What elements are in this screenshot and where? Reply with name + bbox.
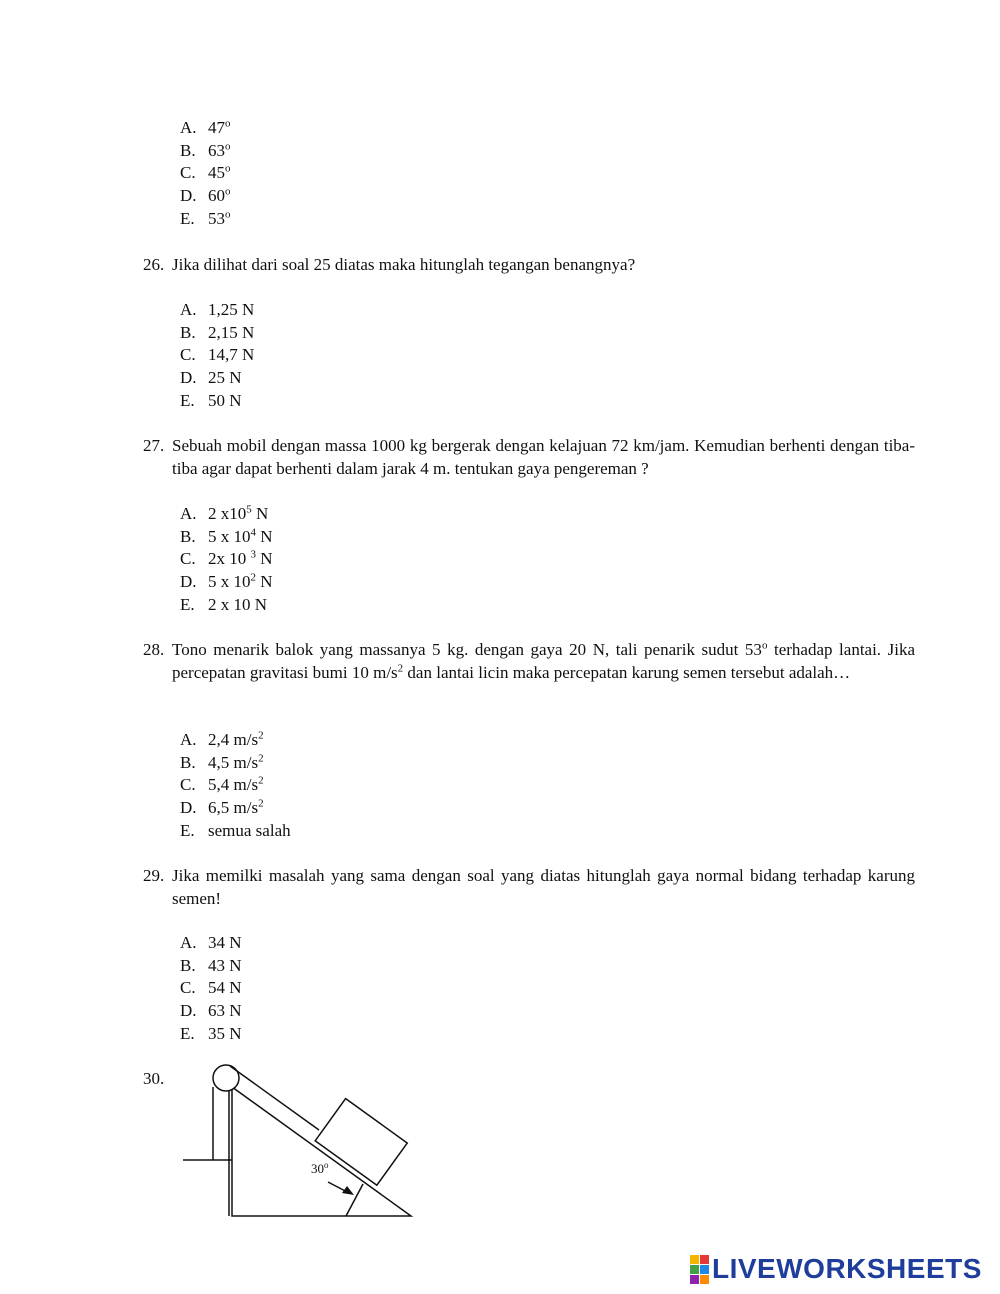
logo-tile xyxy=(690,1275,699,1284)
question-text: Jika dilihat dari soal 25 diatas maka hitunglah tegangan benangnya? xyxy=(172,255,636,274)
option[interactable]: C. 14,7 N xyxy=(180,345,255,365)
q25-options xyxy=(180,117,231,230)
option[interactable]: D. 25 N xyxy=(180,368,242,388)
q29-options xyxy=(180,932,242,1045)
option[interactable]: D. 60$^o$ xyxy=(180,185,231,206)
question-number: 27. xyxy=(143,436,165,455)
question-text: Tono menarik balok yang massanya 5 kg. dengan gaya 20 N, tali penarik sudut 53$^o$ terhadap lantai. Jika percepatan gravitasi bumi 10 $m/s^2$ dan lantai licin maka percepatan karung semen tersebut adalah… xyxy=(172,639,915,682)
question-number: 29. xyxy=(143,866,165,885)
question-number: 30. xyxy=(143,1069,165,1088)
liveworksheets-logo xyxy=(690,1255,982,1283)
incline-pulley-diagram xyxy=(178,1060,418,1225)
option[interactable]: B. 43 N xyxy=(180,955,242,975)
q27-options xyxy=(180,503,273,616)
rope xyxy=(230,1066,319,1130)
option[interactable]: C. 54 N xyxy=(180,978,242,998)
question-27 xyxy=(143,435,915,480)
option[interactable]: E. 50 N xyxy=(180,390,242,410)
option[interactable]: E. 2 x 10 N xyxy=(180,594,268,614)
block xyxy=(315,1099,407,1186)
option[interactable]: A. 34 N xyxy=(180,933,242,952)
q28-options xyxy=(180,729,291,842)
logo-tile xyxy=(690,1265,699,1274)
option[interactable]: E. 53$^o$ xyxy=(180,208,231,228)
option[interactable]: B. 5 x $10^4$ N xyxy=(180,526,273,546)
option[interactable]: D. 5 x $10^2$ N xyxy=(180,571,273,592)
option[interactable]: C. 5,4 $m/s^2$ xyxy=(180,774,264,795)
question-26 xyxy=(143,254,915,277)
arrow-head-icon xyxy=(342,1186,354,1195)
option[interactable]: A. 1,25 N xyxy=(180,300,255,319)
logo-text: LIVEWORKSHEETS xyxy=(712,1253,982,1284)
option[interactable]: A. 2,4 $m/s^2$ xyxy=(180,729,264,749)
option[interactable]: C. 45$^o$ xyxy=(180,162,231,183)
logo-mark-icon xyxy=(690,1255,709,1284)
question-28 xyxy=(143,639,915,684)
option[interactable]: A. 2 $x10^5$ N xyxy=(180,503,269,523)
option[interactable]: B. 4,5 $m/s^2$ xyxy=(180,752,264,772)
question-number: 28. xyxy=(143,640,165,659)
logo-tile xyxy=(700,1255,709,1264)
question-29 xyxy=(143,865,915,910)
option[interactable]: E. semua salah xyxy=(180,820,291,840)
option[interactable]: D. 63 N xyxy=(180,1001,242,1021)
option[interactable]: D. 6,5 $m/s^2$ xyxy=(180,797,264,818)
option[interactable]: B. 63$^o$ xyxy=(180,140,231,160)
logo-tile xyxy=(690,1255,699,1264)
logo-tile xyxy=(700,1275,709,1284)
question-text: Jika memilki masalah yang sama dengan soal yang diatas hitunglah gaya normal bidang terhadap karung semen! xyxy=(172,866,915,908)
option[interactable]: B. 2,15 N xyxy=(180,322,255,342)
q26-options xyxy=(180,299,254,412)
option[interactable]: E. 35 N xyxy=(180,1023,242,1043)
question-number: 26. xyxy=(143,255,165,274)
question-text: Sebuah mobil dengan massa 1000 kg bergerak dengan kelajuan 72 km/jam. Kemudian berhenti dengan tiba-tiba agar dapat berhenti dalam jarak 4 m. tentukan gaya pengereman ? xyxy=(172,436,915,478)
angle-label: 30$^o$ xyxy=(311,1160,329,1176)
logo-tile xyxy=(700,1265,709,1274)
option[interactable]: A. 47$^o$ xyxy=(180,117,231,137)
option[interactable]: C. 2x 10 $^3$ N xyxy=(180,548,273,569)
